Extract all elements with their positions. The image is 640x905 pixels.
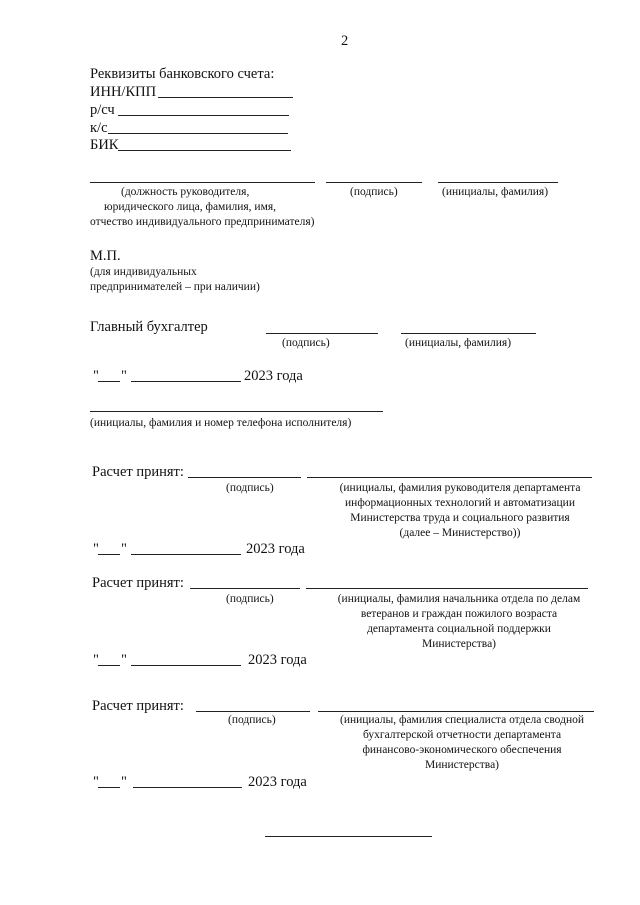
- inn-kpp-line: [158, 97, 293, 98]
- day-line: [98, 381, 120, 382]
- name-caption: (инициалы, фамилия): [442, 186, 549, 198]
- accept-1-name-caption-1: (инициалы, фамилия руководителя департамента: [339, 482, 581, 494]
- signature-line: [326, 182, 422, 183]
- accept-1-quote-open: ": [93, 541, 99, 557]
- ks-label: к/с: [90, 120, 108, 136]
- accept-1-day-line: [98, 554, 120, 555]
- accept-3-signature-caption: (подпись): [228, 714, 276, 726]
- accept-1-name-caption-3: Министерства труда и социального развития: [350, 512, 570, 524]
- accept-2-name-caption-2: ветеранов и граждан пожилого возраста: [360, 608, 558, 620]
- accept-label-3: Расчет принят:: [92, 698, 184, 714]
- seal-label: М.П.: [90, 248, 121, 264]
- accountant-signature-line: [266, 333, 378, 334]
- accept-1-name-caption-2: информационных технологий и автоматизации: [345, 497, 575, 509]
- seal-note-2: предпринимателей – при наличии): [90, 281, 260, 293]
- accept-1-signature-caption: (подпись): [226, 482, 274, 494]
- accept-3-quote-close: ": [121, 774, 127, 790]
- accept-2-quote-close: ": [121, 652, 127, 668]
- accept-3-quote-open: ": [93, 774, 99, 790]
- bank-heading: Реквизиты банковского счета:: [90, 66, 275, 82]
- accept-3-name-caption-3: финансово-экономического обеспечения: [362, 744, 562, 756]
- accept-3-name-caption-2: бухгалтерской отчетности департамента: [362, 729, 562, 741]
- accountant-name-caption: (инициалы, фамилия): [405, 337, 512, 349]
- executor-caption: (инициалы, фамилия и номер телефона исполнителя): [90, 417, 352, 429]
- ks-line: [108, 133, 288, 134]
- accept-3-month-line: [133, 787, 242, 788]
- signature-caption: (подпись): [350, 186, 398, 198]
- accept-2-month-line: [131, 665, 241, 666]
- quote-open: ": [93, 368, 99, 384]
- accept-1-quote-close: ": [121, 541, 127, 557]
- name-line: [438, 182, 558, 183]
- accept-label-2: Расчет принят:: [92, 575, 184, 591]
- accept-1-name-caption-4: (далее – Министерство)): [399, 527, 521, 539]
- accept-1-name-line: [307, 477, 592, 478]
- rs-line: [118, 115, 289, 116]
- accept-1-year: 2023 года: [246, 541, 305, 557]
- accept-3-name-caption-1: (инициалы, фамилия специалиста отдела сводной: [339, 714, 584, 726]
- accept-2-name-caption-4: Министерства): [421, 638, 496, 650]
- quote-close: ": [121, 368, 127, 384]
- rs-label: р/сч: [90, 102, 115, 118]
- page-number: 2: [341, 33, 349, 49]
- position-caption-2: юридического лица, фамилия, имя,: [104, 201, 277, 213]
- accept-2-day-line: [98, 665, 120, 666]
- accountant-label: Главный бухгалтер: [90, 319, 208, 335]
- executor-line: [90, 411, 383, 412]
- seal-note-1: (для индивидуальных: [90, 266, 197, 278]
- accept-3-year: 2023 года: [248, 774, 307, 790]
- year-text: 2023 года: [244, 368, 303, 384]
- bik-label: БИК: [90, 137, 119, 153]
- closing-line: [265, 836, 432, 837]
- accountant-name-line: [401, 333, 536, 334]
- accept-3-signature-line: [196, 711, 310, 712]
- accept-2-name-caption-1: (инициалы, фамилия начальника отдела по делам: [337, 593, 581, 605]
- position-line: [90, 182, 315, 183]
- accept-2-name-line: [306, 588, 588, 589]
- bik-line: [118, 150, 291, 151]
- position-caption-1: (должность руководителя,: [121, 186, 250, 198]
- inn-kpp-label: ИНН/КПП: [90, 84, 157, 100]
- accountant-signature-caption: (подпись): [282, 337, 330, 349]
- accept-1-month-line: [131, 554, 241, 555]
- position-caption-3: отчество индивидуального предпринимателя): [90, 216, 315, 228]
- accept-2-signature-caption: (подпись): [226, 593, 274, 605]
- accept-2-name-caption-3: департамента социальной поддержки: [367, 623, 551, 635]
- accept-1-signature-line: [188, 477, 301, 478]
- accept-3-day-line: [98, 787, 120, 788]
- accept-3-name-line: [318, 711, 594, 712]
- accept-2-year: 2023 года: [248, 652, 307, 668]
- accept-2-quote-open: ": [93, 652, 99, 668]
- accept-2-signature-line: [190, 588, 300, 589]
- accept-3-name-caption-4: Министерства): [424, 759, 499, 771]
- month-line: [131, 381, 241, 382]
- accept-label-1: Расчет принят:: [92, 464, 184, 480]
